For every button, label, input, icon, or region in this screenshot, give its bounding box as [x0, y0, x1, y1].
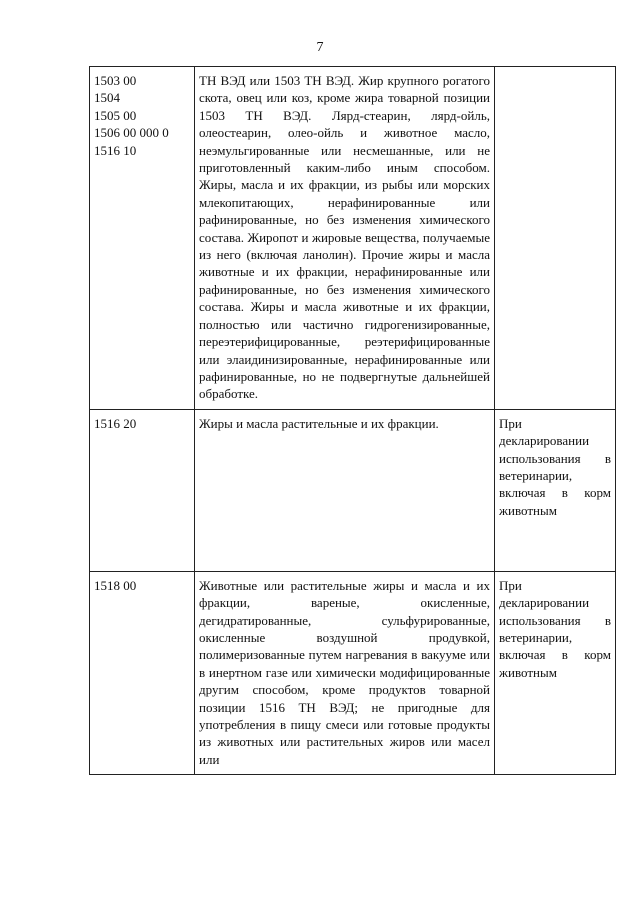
table-row — [90, 67, 616, 410]
code-value: 1503 00 — [94, 73, 137, 88]
code-value: 1518 00 — [94, 577, 137, 593]
code-value: 1516 10 — [94, 142, 137, 158]
description-cell: Жиры и масла растительные и их фракции. — [195, 409, 495, 571]
goods-table — [89, 66, 616, 775]
note-cell: При декларировании использования в ветеринарии, включая в корм животным — [495, 571, 616, 774]
code-cell — [90, 409, 195, 571]
description-cell: ТН ВЭД или 1503 ТН ВЭД. Жир крупного рогатого скота, овец или коз, кроме жира товарной позиции 1503 ТН ВЭД. Лярд-стеарин, лярд-ойль, олеостеарин, олео-ойль и животное масло, неэмульгированные или несмешанные, или не приготовленный каким-либо иным способом. Жиры, масла и их фракции, из рыбы или морских млекопитающих, нерафинированные или рафинированные, но без изменения химического состава. Жиропот и жировые вещества, получаемые из него (включая ланолин). Прочие жиры и масла животные и их фракции, нерафинированные или рафинированные, но без изменения химического состава. Жиры и масла животные и их фракции, полностью или частично гидрогенизированные, переэтерифицированные, реэтерифицированные или элаидинизированные, нерафинированные или рафинированные, но не подвергнутые дальнейшей обработке. — [195, 67, 495, 410]
code-value: 1505 00 — [94, 107, 137, 123]
code-cell — [90, 67, 195, 410]
note-cell — [495, 67, 616, 410]
code-value: 1506 00 000 0 — [94, 125, 169, 141]
note-cell: При декларировании использования в ветеринарии, включая в корм животным — [495, 409, 616, 571]
page-number: 7 — [316, 40, 324, 55]
table-row — [90, 409, 616, 571]
description-cell: Животные или растительные жиры и масла и их фракции, вареные, окисленные, дегидратированные, сульфурированные, окисленные воздушной продувкой, полимеризованные путем нагревания в вакууме или в инертном газе или химически модифицированные другим способом, кроме продуктов товарной позиции 1516 ТН ВЭД; не пригодные для употребления в пищу смеси или готовые продукты из животных или растительных жиров или масел или — [195, 571, 495, 774]
code-value: 1504 — [94, 90, 120, 106]
table-row — [90, 571, 616, 774]
code-value: 1516 20 — [94, 415, 137, 431]
code-cell — [90, 571, 195, 774]
